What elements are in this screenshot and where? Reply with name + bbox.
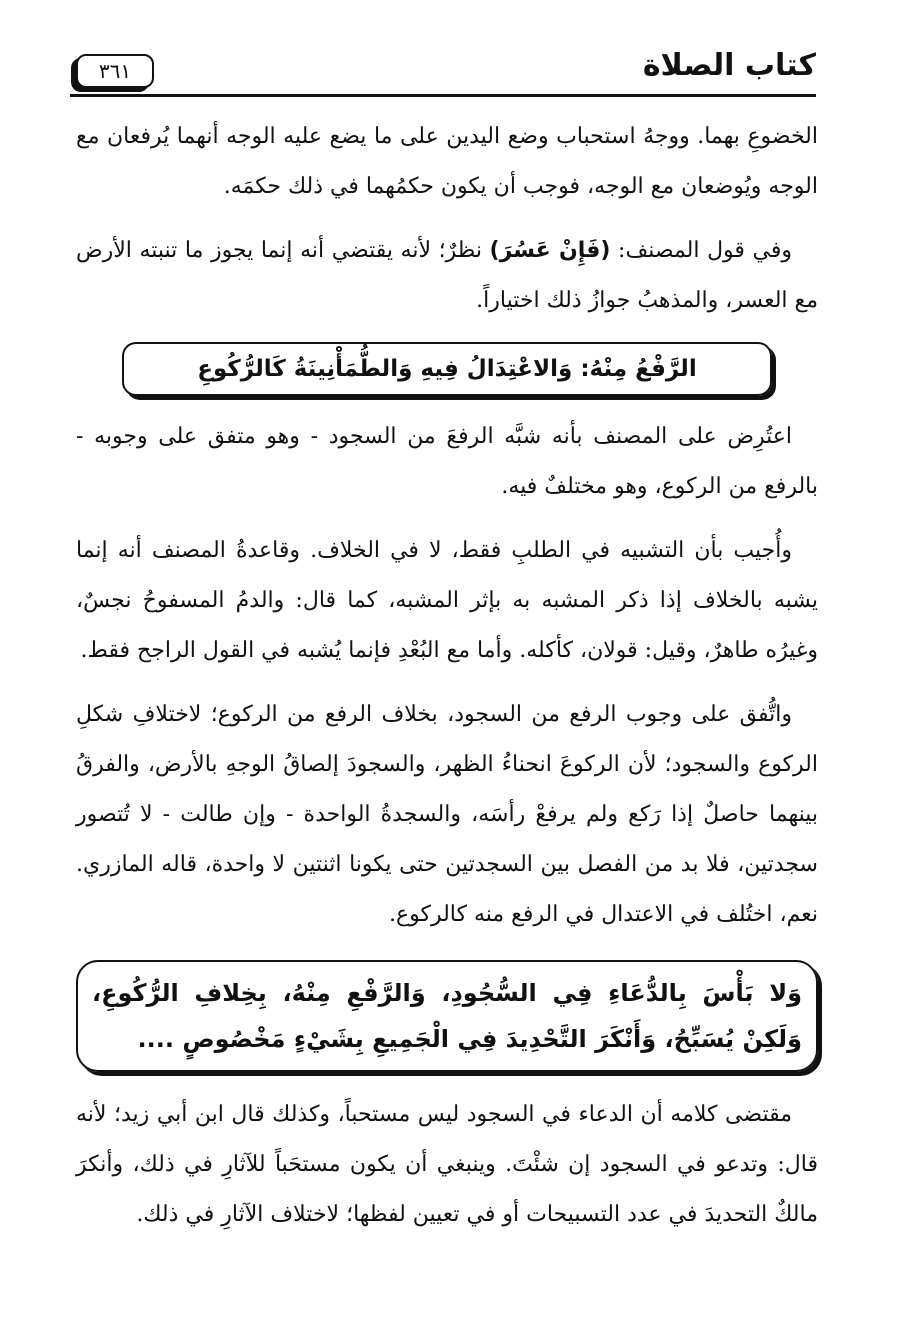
paragraph-2-quote: (فَإِنْ عَسُرَ) <box>489 238 611 263</box>
matn-quote-box: وَلا بَأْسَ بِالدُّعَاءِ فِي السُّجُودِ، وَالرَّفْعِ مِنْهُ، بِخِلافِ الرُّكُوعِ، وَلَكِنْ يُسَبِّحُ، وَأَنْكَرَ التَّحْدِيدَ فِي الْجَمِيعِ بِشَيْءٍ مَخْصُوصٍ .... <box>76 960 818 1072</box>
page-number: ٣٦١ <box>76 54 154 88</box>
page-header <box>70 40 816 104</box>
header-rule <box>70 94 816 97</box>
paragraph-5: واتُّفق على وجوب الرفع من السجود، بخلاف الرفع من الركوع؛ لاختلافِ شكلِ الركوع والسجود؛ لأن الركوعَ انحناءُ الظهر، والسجودَ إلصاقُ الوجهِ بالأرض، والفرقُ بينهما حاصلٌ إذا رَكع ولم يرفعْ رأسَه، والسجدةُ الواحدة - وإن طالت - لا تُتصور سجدتين، فلا بد من الفصل بين السجدتين حتى يكونا اثنتين لا واحدة، قاله المازري. نعم، اختُلف في الاعتدال في الرفع منه كالركوع. <box>76 702 818 927</box>
book-title: كتاب الصلاة <box>642 48 816 83</box>
paragraph-2-rest: نظرٌ؛ لأنه يقتضي أنه إنما يجوز ما تنبته الأرض مع العسر، والمذهبُ جوازُ ذلك اختياراً. <box>76 238 818 313</box>
paragraph-2 <box>76 226 818 326</box>
paragraph-4: وأُجيب بأن التشبيه في الطلبِ فقط، لا في الخلاف. وقاعدةُ المصنف أنه إنما يشبه بالخلاف إذا ذكر المشبه به بإثر المشبه، كما قال: والدمُ المسفوحُ نجسٌ، وغيرُه طاهرٌ، وقيل: قولان، كأكله. وأما مع البُعْدِ فإنما يُشبه في القول الراجح فقط. <box>76 538 818 663</box>
section-heading-box: الرَّفْعُ مِنْهُ: وَالاعْتِدَالُ فِيهِ وَالطُّمَأْنِينَةُ كَالرُّكُوعِ <box>122 342 772 396</box>
paragraph-6: مقتضى كلامه أن الدعاء في السجود ليس مستحباً، وكذلك قال ابن أبي زيد؛ لأنه قال: وتدعو في السجود إن شئْتَ. وينبغي أن يكون مستحَباً للآثارِ في ذلك، وأنكرَ مالكٌ التحديدَ في عدد التسبيحات أو في تعيين لفظها؛ لاختلاف الآثارِ في ذلك. <box>76 1102 818 1227</box>
page-body <box>76 112 818 1254</box>
paragraph-2-prefix: وفي قول المصنف: <box>618 238 792 263</box>
paragraph-3: اعتُرِض على المصنف بأنه شبَّه الرفعَ من السجود - وهو متفق على وجوبه - بالرفع من الركوع، وهو مختلفٌ فيه. <box>76 424 818 499</box>
paragraph-1: الخضوعِ بهما. ووجهُ استحباب وضع اليدين على ما يضع عليه الوجه أنهما يُرفعان مع الوجه ويُوضعان مع الوجه، فوجب أن يكون حكمُهما في ذلك حكمَه. <box>76 124 818 199</box>
